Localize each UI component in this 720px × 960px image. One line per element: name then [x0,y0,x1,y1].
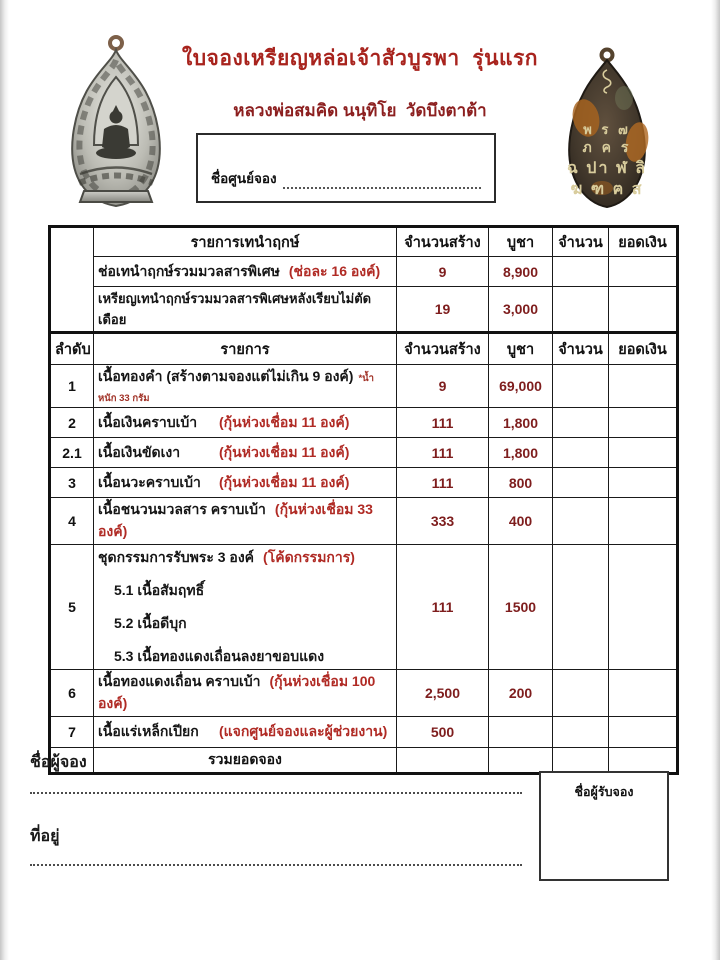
scan-edge-right [711,0,720,960]
item-name: เนื้อเงินคราบเบ้า [98,413,198,430]
qty-cell[interactable] [553,287,609,333]
price-total-cell[interactable] [489,748,553,774]
item-note-red: (แจกศูนย์จองและผู้ช่วยงาน) [219,723,388,739]
item-name: เนื้อทองแดงเถื่อน คราบเบ้า [98,673,261,689]
amount-cell[interactable] [609,468,678,498]
price-cell: 69,000 [489,365,553,408]
sub-item: 5.1 เนื้อสัมฤทธิ์ [114,581,205,598]
col-header-qty: จำนวน [553,333,609,365]
scan-edge-left [0,0,9,960]
booking-center-box [196,133,496,203]
amount-cell[interactable] [609,408,678,438]
item-note-red: (กุ้นห่วงเชื่อม 11 องค์) [219,413,350,430]
table-row [50,545,678,670]
col-header-price: บูชา [489,227,553,257]
made-cell: 111 [397,408,489,438]
item-note-red: (ช่อละ 16 องค์) [288,262,381,279]
made-cell: 9 [397,257,489,287]
item-note-red: (กุ้นห่วงเชื่อม 33 องค์) [98,501,373,539]
item-note-red: (กุ้นห่วงเชื่อม 100 องค์) [98,673,376,711]
qty-cell[interactable] [553,468,609,498]
item-name: เนื้อนวะคราบเบ้า [98,473,201,490]
item-name: ช่อเทนำฤกษ์รวมมวลสารพิเศษ [98,262,280,279]
amount-cell[interactable] [609,670,678,717]
row-number: 5 [50,545,94,670]
price-cell: 400 [489,498,553,545]
price-cell: 800 [489,468,553,498]
qty-total-cell[interactable] [553,748,609,774]
item-note-red: (กุ้นห่วงเชื่อม 11 องค์) [219,443,350,460]
amount-cell[interactable] [609,545,678,670]
table-row [50,408,678,438]
made-cell: 500 [397,717,489,748]
table-row [50,365,678,408]
price-cell: 1,800 [489,408,553,438]
table-row [50,468,678,498]
row-number: 4 [50,498,94,545]
address-fill-line[interactable] [30,862,522,866]
page-subtitle: หลวงพ่อสมคิด นนุทิโย วัดบึงตาต้า [233,101,487,120]
item-name: เหรียญเทนำฤกษ์รวมมวลสารพิเศษหลังเรียบไม่ตัดเดือย [98,291,372,327]
row-number: 7 [50,717,94,748]
sub-item: 5.2 เนื้อดีบุก [114,614,187,631]
qty-cell[interactable] [553,545,609,670]
amount-cell[interactable] [609,365,678,408]
row-number: 6 [50,670,94,717]
table-total-row [50,748,678,774]
address-label: ที่อยู่ [30,828,60,845]
booking-center-label: ชื่อศูนย์จอง [211,171,277,186]
price-cell: 1500 [489,545,553,670]
qty-cell[interactable] [553,670,609,717]
orderer-name-fill-line[interactable] [30,790,522,794]
col-header-item: รายการเทนำฤกษ์ [94,227,397,257]
made-cell: 333 [397,498,489,545]
page-title: ใบจองเหรียญหล่อเจ้าสัวบูรพา รุ่นแรก [181,47,539,70]
col-header-total: ยอดเงิน [609,227,678,257]
col-header-no: ลำดับ [50,333,94,365]
made-cell: 9 [397,365,489,408]
table-row [50,498,678,545]
qty-cell[interactable] [553,717,609,748]
empty-corner-cell [50,227,94,333]
col-header-item: รายการ [94,333,397,365]
price-cell: 3,000 [489,287,553,333]
amount-cell[interactable] [609,438,678,468]
svg-text:ฉ ปา ฬ ลิ: ฉ ปา ฬ ลิ [566,160,648,177]
table-row [50,227,678,257]
price-cell: 8,900 [489,257,553,287]
made-cell: 2,500 [397,670,489,717]
row-number: 1 [50,365,94,408]
qty-cell[interactable] [553,498,609,545]
amount-total-cell[interactable] [609,748,678,774]
item-name: เนื้อเงินขัดเงา [98,443,181,460]
price-cell: 200 [489,670,553,717]
col-header-qty: จำนวน [553,227,609,257]
row-number: 3 [50,468,94,498]
col-header-made: จำนวนสร้าง [397,227,489,257]
made-cell: 111 [397,468,489,498]
item-name: เนื้อชนวนมวลสาร คราบเบ้า [98,501,266,517]
made-cell: 19 [397,287,489,333]
amount-cell[interactable] [609,717,678,748]
orderer-name-label: ชื่อผู้จอง [30,754,87,771]
amount-cell[interactable] [609,287,678,333]
item-small-note: *น้ำหนัก 33 กรัม [98,373,374,404]
table-row [50,670,678,717]
sub-item: 5.3 เนื้อทองแดงเถื่อนลงยาขอบแดง [114,647,325,664]
qty-cell[interactable] [553,438,609,468]
item-name: เนื้อแร่เหล็กเปียก [98,723,199,739]
receiver-box-label: ชื่อผู้รับจอง [574,785,634,799]
row-number: 2.1 [50,438,94,468]
made-total-cell[interactable] [397,748,489,774]
price-cell: 1,800 [489,438,553,468]
qty-cell[interactable] [553,365,609,408]
table-row [50,257,678,287]
col-header-price: บูชา [489,333,553,365]
col-header-total: ยอดเงิน [609,333,678,365]
table-row [50,287,678,333]
grand-total-label: รวมยอดจอง [94,748,397,774]
table-header-row [50,333,678,365]
item-note-red: (กุ้นห่วงเชื่อม 11 องค์) [219,473,350,490]
amount-cell[interactable] [609,257,678,287]
col-header-made: จำนวนสร้าง [397,333,489,365]
row-number: 2 [50,408,94,438]
qty-cell[interactable] [553,257,609,287]
item-name: ชุดกรรมการรับพระ 3 องค์ [98,548,255,565]
made-cell: 111 [397,438,489,468]
svg-text:ภ ค ร: ภ ค ร [582,139,632,155]
booking-center-fill-line[interactable] [283,185,481,189]
price-cell [489,717,553,748]
order-table [48,225,679,775]
item-note-red: (โค้ดกรรมการ) [263,548,355,565]
svg-text:ฆ ฑ ฅ ส: ฆ ฑ ฅ ส [570,181,644,198]
table-row [50,438,678,468]
qty-cell[interactable] [553,408,609,438]
svg-text:พ ร ๗: พ ร ๗ [583,122,631,137]
amount-cell[interactable] [609,498,678,545]
receiver-signature-box[interactable] [539,771,669,881]
table-row [50,717,678,748]
made-cell: 111 [397,545,489,670]
item-name: เนื้อทองคำ (สร้างตามจองแต่ไม่เกิน 9 องค์) [98,368,354,384]
